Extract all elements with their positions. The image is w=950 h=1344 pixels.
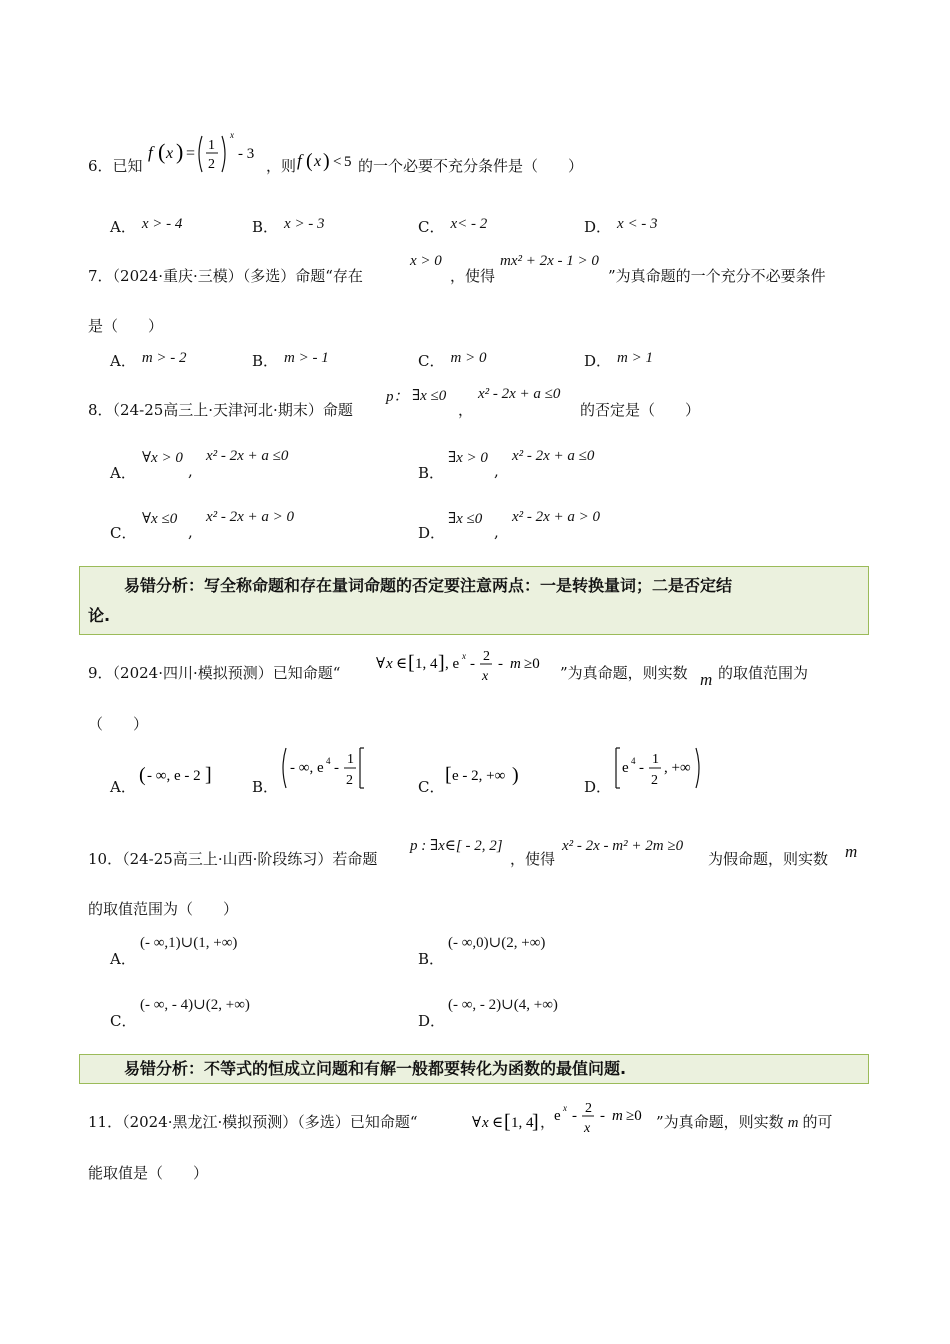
svg-text:x: x [462, 651, 466, 661]
q9-option-a-math [138, 760, 218, 790]
q8-option-a-comma: , [188, 462, 193, 480]
q9-post [560, 662, 688, 684]
q11-post2: 的可 [802, 1113, 833, 1131]
svg-text:=: = [186, 145, 196, 162]
q6-option-label: B． [252, 218, 279, 236]
q6-option-label: D． [584, 218, 612, 236]
q10-math-ineq: x² - 2x - m² + 2m ≥0 [562, 838, 684, 854]
svg-text:e - 2, +∞: e - 2, +∞ [452, 768, 506, 784]
q8-math-quant: ∃x ≤0 [412, 388, 447, 404]
q8-option-label: A． [110, 464, 136, 482]
q9-option-label: D． [584, 778, 612, 796]
svg-text:2: 2 [585, 1101, 592, 1116]
svg-text:x: x [314, 153, 322, 170]
q10-option-b-math: (- ∞,0)∪(2, +∞) [448, 935, 546, 951]
svg-text:2: 2 [346, 773, 353, 788]
q7-mid: ，使得 [450, 267, 496, 285]
svg-text:2: 2 [208, 157, 215, 172]
q7-math-x: x > 0 [410, 253, 442, 269]
svg-text:e: e [554, 1108, 561, 1124]
svg-text:, e: , e [445, 656, 460, 672]
error-analysis-line2: 论. [88, 606, 111, 625]
q11-pre: 已知命题“ [349, 1113, 418, 1131]
q6-post: 的一个必要不充分条件是（ ） [358, 157, 584, 175]
q11-comma: ， [540, 1113, 556, 1131]
q10-option-label: B． [418, 950, 445, 968]
svg-text:- ∞, e: - ∞, e [290, 760, 324, 776]
q11-source: （2024·黑龙江·模拟预测）（多选） [122, 1113, 350, 1131]
svg-text:2: 2 [651, 773, 658, 788]
svg-text:- ∞, e - 2: - ∞, e - 2 [147, 768, 201, 784]
q9-option-label: B． [252, 778, 279, 796]
q9-option-b[interactable] [252, 776, 278, 797]
q9-option-b-math [280, 744, 368, 794]
q7-option-label: A． [110, 352, 136, 370]
q9-option-d[interactable] [584, 776, 611, 797]
svg-text:1: 1 [347, 752, 354, 767]
svg-text:x: x [482, 669, 489, 684]
q7-option-c[interactable] [418, 350, 486, 371]
q7-option-math: m > 0 [450, 350, 487, 366]
q8-option-d-quant: ∃x ≤0 [448, 511, 483, 527]
q10-line1 [88, 848, 377, 870]
q11-post [656, 1111, 833, 1134]
svg-text:x: x [482, 1115, 489, 1131]
q8-option-b-comma: , [494, 462, 499, 480]
q8-option-d-comma: , [494, 523, 499, 541]
q7-number: 7． [88, 267, 113, 285]
q7-math-expr: mx² + 2x - 1 > 0 [500, 253, 599, 269]
svg-text:2: 2 [483, 649, 490, 664]
q9-option-d-math [612, 744, 704, 794]
q8-option-d-ineq: x² - 2x + a > 0 [512, 509, 601, 525]
q8-option-d[interactable] [418, 522, 445, 543]
svg-text:1: 1 [652, 752, 659, 767]
q8-comma: ， [458, 401, 474, 419]
q8-option-label: C． [110, 524, 137, 542]
q10-option-c[interactable] [110, 1010, 136, 1031]
q10-option-d[interactable] [418, 1010, 445, 1031]
q10-line2: 的取值范围为（ ） [88, 900, 239, 918]
q9-post2: 的取值范围为 [718, 664, 809, 682]
svg-text:[: [ [445, 764, 452, 786]
svg-text:]: ] [205, 764, 212, 786]
q10-pre: 若命题 [332, 850, 378, 868]
q9-line1 [88, 662, 340, 684]
svg-text:): ) [323, 150, 330, 172]
q8-option-a-ineq: x² - 2x + a ≤0 [206, 448, 289, 464]
q7-line2: 是（ ） [88, 317, 164, 335]
q8-source: （24-25高三上·天津河北·期末） [112, 401, 323, 419]
q10-option-c-math: (- ∞, - 4)∪(2, +∞) [140, 997, 250, 1013]
svg-text:x: x [563, 1103, 567, 1113]
q11-line2: 能取值是（ ） [88, 1164, 209, 1182]
q7-pre: 命题“存在 [295, 267, 363, 285]
svg-text:): ) [176, 139, 184, 164]
q10-option-label: D． [418, 1012, 446, 1030]
q6-option-a[interactable] [110, 216, 182, 237]
q6-option-math: x > - 4 [141, 216, 183, 232]
svg-text:-: - [639, 760, 644, 776]
svg-text:<: < [333, 154, 342, 170]
svg-text:∈: ∈ [396, 656, 408, 672]
svg-text:5: 5 [344, 154, 352, 170]
q8-option-a-quant: ∀x > 0 [142, 450, 183, 466]
q10-option-label: A． [110, 950, 136, 968]
q7-post: ”为真命题的一个充分不必要条件 [608, 267, 826, 285]
svg-text:4: 4 [326, 756, 331, 766]
q6-option-math: x > - 3 [284, 216, 325, 232]
q10-option-d-math: (- ∞, - 2)∪(4, +∞) [448, 997, 558, 1013]
q9-line2: （ ） [88, 715, 149, 733]
svg-text:(: ( [158, 139, 166, 164]
q10-post: 为假命题，则实数 [708, 850, 829, 868]
svg-text:x: x [166, 145, 174, 162]
q6-line [88, 155, 143, 177]
q6-option-label: A． [110, 218, 136, 236]
q6-option-d[interactable] [584, 216, 658, 237]
q9-option-label: A． [110, 778, 136, 796]
q7-option-d[interactable] [584, 350, 653, 371]
q9-var: m [700, 670, 713, 689]
q7-option-b[interactable] [252, 350, 329, 371]
q8-pre: 命题 [322, 401, 353, 419]
q11-post-text: ”为真命题，则实数 [656, 1113, 784, 1131]
svg-text:]: ] [532, 1111, 539, 1133]
q6-pre: 已知 [112, 157, 143, 175]
svg-text:1, 4: 1, 4 [511, 1115, 534, 1131]
svg-text:∀: ∀ [472, 1115, 482, 1131]
svg-text:-: - [470, 656, 475, 672]
svg-text:4: 4 [631, 756, 636, 766]
svg-text:- 3: - 3 [238, 146, 255, 162]
svg-text:): ) [512, 764, 519, 786]
svg-text:-: - [498, 656, 503, 672]
svg-text:≥0: ≥0 [524, 656, 540, 672]
q9-source: （2024·四川·模拟预测） [112, 664, 273, 682]
svg-text:-: - [572, 1108, 577, 1124]
q8-option-b-ineq: x² - 2x + a ≤0 [512, 448, 595, 464]
q8-option-c-comma: , [188, 523, 193, 541]
q6-option-b[interactable] [252, 216, 325, 237]
q6-option-c[interactable] [418, 216, 487, 237]
svg-text:f: f [297, 151, 302, 170]
q8-option-c-quant: ∀x ≤0 [142, 511, 178, 527]
q8-math-p: p： [386, 389, 409, 405]
q7-option-label: C． [418, 352, 445, 370]
q8-option-c-ineq: x² - 2x + a > 0 [206, 509, 295, 525]
q8-post: 的否定是（ ） [580, 401, 701, 419]
q9-formula-prop [374, 644, 560, 690]
q11-var: m [787, 1115, 799, 1131]
q9-option-c[interactable] [418, 776, 444, 797]
q11-line1 [88, 1111, 417, 1133]
error-analysis-line1: 易错分析：写全称命题和存在量词命题的否定要注意两点：一是转换量词；二是否定结 [124, 576, 733, 595]
q8-option-a[interactable] [110, 462, 136, 483]
q7-option-a[interactable] [110, 350, 187, 371]
error-analysis-box-2 [79, 1054, 869, 1084]
svg-text:(: ( [306, 150, 313, 172]
q6-number: 6． [88, 157, 113, 175]
error-analysis-box-1 [79, 566, 869, 635]
q6-mid: ，则 [266, 157, 297, 175]
svg-text:e: e [622, 760, 629, 776]
q9-option-label: C． [418, 778, 445, 796]
q7-option-label: D． [584, 352, 612, 370]
q10-source: （24-25高三上·山西·阶段练习） [122, 850, 333, 868]
svg-text:(: ( [139, 764, 146, 786]
q7-line1 [88, 265, 363, 287]
q10-option-label: C． [110, 1012, 137, 1030]
svg-text:∈: ∈ [492, 1115, 504, 1131]
error-analysis-line1: 易错分析：不等式的恒成立问题和有解一般都要转化为函数的最值问题. [124, 1059, 627, 1078]
svg-text:m: m [612, 1108, 623, 1124]
q7-option-math: m > - 2 [141, 350, 187, 366]
svg-text:≥0: ≥0 [626, 1108, 642, 1124]
q9-number: 9． [88, 664, 113, 682]
q8-math-ineq: x² - 2x + a ≤0 [478, 386, 561, 402]
q8-number: 8． [88, 401, 113, 419]
svg-text:1: 1 [208, 138, 215, 153]
q7-option-label: B． [252, 352, 279, 370]
q10-math-p: p : ∃x∈[ - 2, 2] [410, 838, 503, 854]
svg-text:f: f [148, 143, 153, 162]
svg-text:∀: ∀ [376, 656, 386, 672]
q11-formula-expr [552, 1096, 656, 1142]
q7-option-math: m > - 1 [284, 350, 329, 366]
svg-text:[: [ [504, 1111, 511, 1133]
q9-post-text: ”为真命题，则实数 [560, 664, 688, 682]
svg-text:m: m [510, 656, 521, 672]
q8-option-label: D． [418, 524, 446, 542]
svg-text:1, 4: 1, 4 [415, 656, 438, 672]
q9-option-c-math [444, 760, 526, 790]
q10-option-a-math: (- ∞,1)∪(1, +∞) [140, 935, 238, 951]
q10-number: 10． [88, 850, 123, 868]
svg-text:[: [ [408, 652, 415, 674]
q11-number: 11． [88, 1113, 123, 1131]
q7-option-math: m > 1 [617, 350, 653, 366]
q11-formula-quant [470, 1106, 540, 1136]
q6-option-math: x < - 3 [617, 216, 658, 232]
q8-option-b[interactable] [418, 462, 444, 483]
q6-formula-f [146, 128, 264, 178]
q10-mid: ，使得 [510, 850, 556, 868]
svg-text:x: x [584, 1121, 591, 1136]
svg-text:-: - [600, 1108, 605, 1124]
q6-option-math: x< - 2 [450, 216, 488, 232]
svg-text:x: x [230, 130, 234, 140]
q10-option-a[interactable] [110, 948, 136, 969]
q9-option-a[interactable] [110, 776, 136, 797]
svg-text:]: ] [438, 652, 445, 674]
svg-text:-: - [334, 760, 339, 776]
q8-line [88, 399, 353, 421]
q9-pre: 已知命题“ [272, 664, 341, 682]
q6-option-label: C． [418, 218, 445, 236]
q7-source: （2024·重庆·三模）（多选） [112, 267, 296, 285]
q8-option-b-quant: ∃x > 0 [448, 450, 488, 466]
q6-formula-cond [296, 146, 358, 172]
q8-option-label: B． [418, 464, 445, 482]
q8-option-c[interactable] [110, 522, 136, 543]
q10-var: m [845, 842, 858, 861]
q10-option-b[interactable] [418, 948, 444, 969]
svg-text:x: x [386, 656, 393, 672]
svg-text:, +∞: , +∞ [664, 760, 691, 776]
